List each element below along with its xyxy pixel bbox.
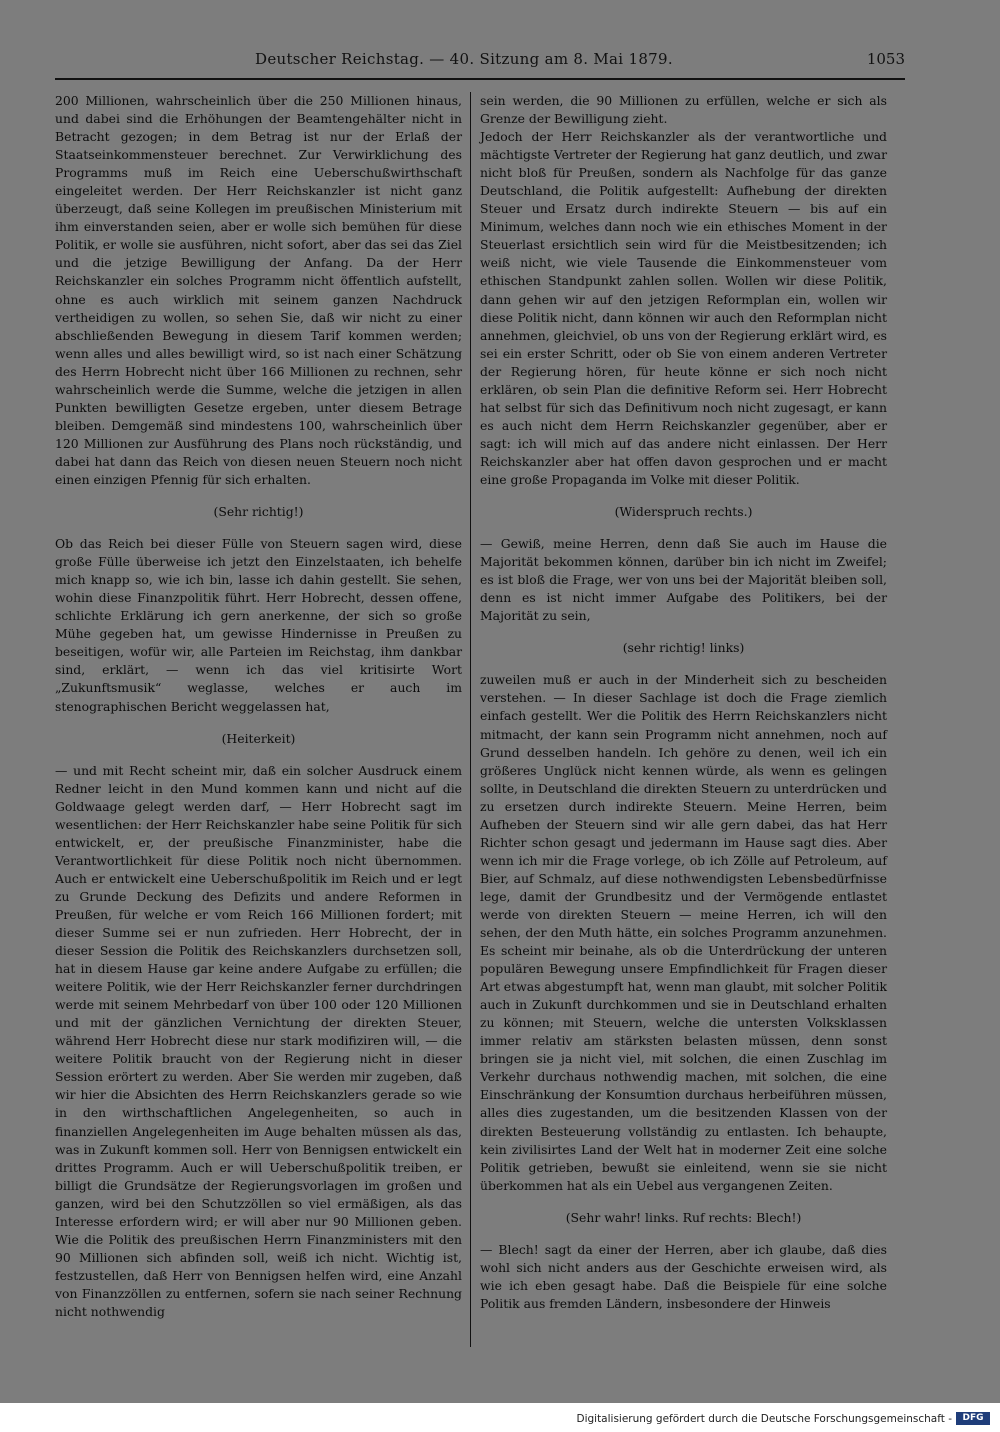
paragraph: zuweilen muß er auch in der Minderheit sich zu bescheiden verstehen. — In dieser Sachlage ist doch die Frage ziemlich einfach gestellt. Wer die Politik des Herrn Reichskanzlers nicht mitmacht, der kann sein Programm nicht annehmen, noch auf Grund desselben handeln. Ich gehöre zu denen, weil ich ein größeres Unglück nicht kennen würde, als wenn es gelingen sollte, in Deutschland die direkten Steuern zu unterdrücken und zu ersetzen durch indirekte Steuern. Meine Herren, beim Aufheben der Steuern sind wir alle gern dabei, das hat Herr Richter schon gesagt und jedermann im Hause sagt dies. Aber wenn ich mir die Frage vorlege, ob ich Zölle auf Petroleum, auf Bier, auf Schmalz, auf diese nothwendigsten Lebensbedürfnisse lege, damit der Grundbesitz und der Vermögende entlastet werde von direkten Steuern — meine Herren, ich will den sehen, der den Muth hätte, ein solches Programm anzunehmen. Es scheint mir beinahe, als ob die Unterdrückung der unteren populären Bewegung unsere Empfindlichkeit für Fragen dieser Art etwas abgestumpft hat, wenn man glaubt, mit solcher Politik auch in Zukunft durchkommen und sie in Deutschland erhalten zu können; mit Steuern, welche die untersten Volksklassen immer relativ am stärksten belasten müssen, denn sonst bringen sie ja nicht viel, mit solchen, die einen Zuschlag im Verkehr durchaus nothwendig machen, mit solchen, die eine Einschränkung der Konsumtion durchaus herbeiführen müssen, alles dies zugestanden, um die besitzenden Klassen von der direkten Besteuerung vollständig zu entlasten. Ich behaupte, kein zivilisirtes Land der Welt hat in moderner Zeit eine solche Politik getrieben, bewußt sie einleitend, wenn sie sie nicht überkommen hat als ein Uebel aus vergangenen Zeiten. [480,672,887,1193]
paragraph: 200 Millionen, wahrscheinlich über die 250 Millionen hinaus, und dabei sind die Erhöhungen der Beamtengehälter nicht in Betracht gezogen; in dem Betrag ist nur der Erlaß der Staatseinkommensteuer berechnet. Zur Verwirklichung des Programms muß im Reich eine Ueberschußwirthschaft eingeleitet werden. Der Herr Reichskanzler ist nicht ganz überzeugt, daß seine Kollegen im preußischen Ministerium mit ihm einverstanden seien, aber er wolle sich bemühen für diese Politik, er wolle sie ausführen, nicht sofort, aber das sei das Ziel und die jetzige Bewilligung der Anfang. Da der Herr Reichskanzler ein solches Programm nicht öffentlich aufstellt, ohne es auch wirklich mit seinem ganzen Nachdruck vertheidigen zu wollen, so sehen Sie, daß wir nicht zu einer abschließenden Bewegung in diesem Tarif kommen werden; wenn alles und alles bewilligt wird, so ist nach einer Schätzung des Herrn Hobrecht nicht über 166 Millionen zu rechnen, sehr wahrscheinlich werde die Summe, welche die jetzigen in allen Punkten bewilligten Gesetze ergeben, unter diesem Betrage bleiben. Demgemäß sind mindestens 100, wahrscheinlich über 120 Millionen zur Ausführung des Plans noch rückständig, und dabei hat dann das Reich von diesen neuen Steuern noch nicht einen einzigen Pfennig für sich erhalten. [55,93,462,487]
paragraph: — Gewiß, meine Herren, denn daß Sie auch im Hause die Majorität bekommen können, darüber bin ich nicht im Zweifel; es ist bloß die Frage, wer von uns bei der Majorität bleiben soll, denn es ist nicht immer Aufgabe des Politikers, bei der Majorität zu sein, [480,536,887,624]
paragraph: sein werden, die 90 Millionen zu erfüllen, welche er sich als Grenze der Bewilligung zieht. [480,93,887,127]
paragraph: Jedoch der Herr Reichskanzler als der verantwortliche und mächtigste Vertreter der Regierung hat ganz deutlich, und zwar nicht bloß für Preußen, sondern als Nachfolge für das ganze Deutschland, die Politik aufgestellt: Aufhebung der direkten Steuer und Ersatz durch indirekte Steuern — bis auf ein Minimum, welches dann noch wie ein ethisches Moment in der Steuerlast ersichtlich sein wird für die Meistbesitzenden; ich weiß nicht, wie viele Tausende die Einkommensteuer vom ethischen Standpunkt zahlen sollen. Wollen wir diese Politik, dann gehen wir auf den jetzigen Reformplan ein, wollen wir diese Politik nicht, dann können wir auch den Reformplan nicht annehmen, gleichviel, ob uns von der Regierung erklärt wird, es sei ein erster Schritt, oder ob Sie von einem anderen Vertreter der Regierung hören, für heute könne er sich noch nicht erklären, ob sein Plan die definitive Reform sei. Herr Hobrecht hat selbst für sich das Definitivum noch nicht zugesagt, er kann es auch nicht dem Herrn Reichskanzler gegenüber, aber er sagt: ich will mich auf das andere nicht einlassen. Der Herr Reichskanzler aber hat offen davon gesprochen und er macht eine große Propaganda im Volke mit dieser Politik. [480,129,887,487]
funding-notice: Digitalisierung gefördert durch die Deutsche Forschungsgemeinschaft - [576,1413,952,1425]
paragraph: Ob das Reich bei dieser Fülle von Steuern sagen wird, diese große Fülle überweise ich jetzt den Einzelstaaten, ich behelfe mich knapp so, wie ich bin, lasse ich dahin gestellt. Sie sehen, wohin diese Finanzpolitik führt. Herr Hobrecht, dessen offene, schlichte Erklärung ich gern anerkenne, der sich so große Mühe gegeben hat, um gewisse Hindernisse in Preußen zu beseitigen, wofür wir, alle Parteien im Reichstag, ihm dankbar sind, erklärt, — wenn ich das viel kritisirte Wort „Zukunftsmusik“ weglasse, welches er auch im stenographischen Bericht weggelassen hat, [55,536,462,714]
running-title: Deutscher Reichstag. — 40. Sitzung am 8. Mai 1879. [255,50,673,68]
interjection: (Sehr wahr! links. Ruf rechts: Blech!) [565,1209,802,1225]
header-rule [55,78,905,80]
dfg-logo: DFG [956,1412,990,1425]
interjection: (Sehr richtig!) [213,504,304,520]
interjection: (Heiterkeit) [221,730,296,746]
page-number: 1053 [866,50,905,68]
interjection: (sehr richtig! links) [622,640,745,656]
interjection: (Widerspruch rechts.) [614,504,753,520]
paragraph: — und mit Recht scheint mir, daß ein solcher Ausdruck einem Redner leicht in den Mund kommen kann und nicht auf die Goldwaage gelegt werden darf, — Herr Hobrecht sagt im wesentlichen: der Herr Reichskanzler habe seine Politik für sich entwickelt, er, der preußische Finanzminister, habe die Verantwortlichkeit für diese Politik noch nicht übernommen. Auch er entwickelt eine Ueberschußpolitik im Reich und er legt zu Grunde Deckung des Defizits und andere Reformen in Preußen, für welche er vom Reich 166 Millionen fordert; mit dieser Summe sei er nun zufrieden. Herr Hobrecht, der in dieser Session die Politik des Reichskanzlers durchsetzen soll, hat in diesem Hause gar keine andere Aufgabe zu erfüllen; die weitere Politik, wie der Herr Reichskanzler ferner durchdringen werde mit seinem Mehrbedarf von über 100 oder 120 Millionen und mit der gänzlichen Vernichtung der direkten Steuer, während Herr Hobrecht diese nur stark modifiziren will, — die weitere Politik braucht von der Regierung nicht in dieser Session erörtert zu werden. Aber Sie werden mir zugeben, daß wir hier die Absichten des Herrn Reichskanzlers gerade so wie in den wirthschaftlichen Angelegenheiten, so auch in finanziellen Angelegenheiten im Auge behalten müssen als das, was in Zukunft kommen soll. Herr von Bennigsen entwickelt ein drittes Programm. Auch er will Ueberschußpolitik treiben, er billigt die Grundsätze der Regierungsvorlagen im großen und ganzen, wird bei den Schutzzöllen so viel ermäßigen, als das Interesse erfordern wird; er will aber nur 90 Millionen geben. Wie die Politik des preußischen Herrn Finanzministers mit den 90 Millionen sich abfinden soll, weiß ich nicht. Wichtig ist, festzustellen, daß Herr von Bennigsen helfen wird, eine Anzahl von Finanzzöllen zu entfernen, sofern sie nach seiner Rechnung nicht nothwendig [55,762,462,1319]
paragraph: — Blech! sagt da einer der Herren, aber ich glaube, daß dies wohl sich nicht anders aus der Geschichte erweisen wird, als wie ich eben gesagt habe. Daß die Beispiele für eine solche Politik aus fremden Ländern, insbesondere der Hinweis [480,1241,887,1311]
left-column [55,92,462,1321]
page-header [55,48,905,72]
footer-bar [0,1403,1000,1432]
column-divider [470,92,471,1347]
right-column [480,92,887,1313]
